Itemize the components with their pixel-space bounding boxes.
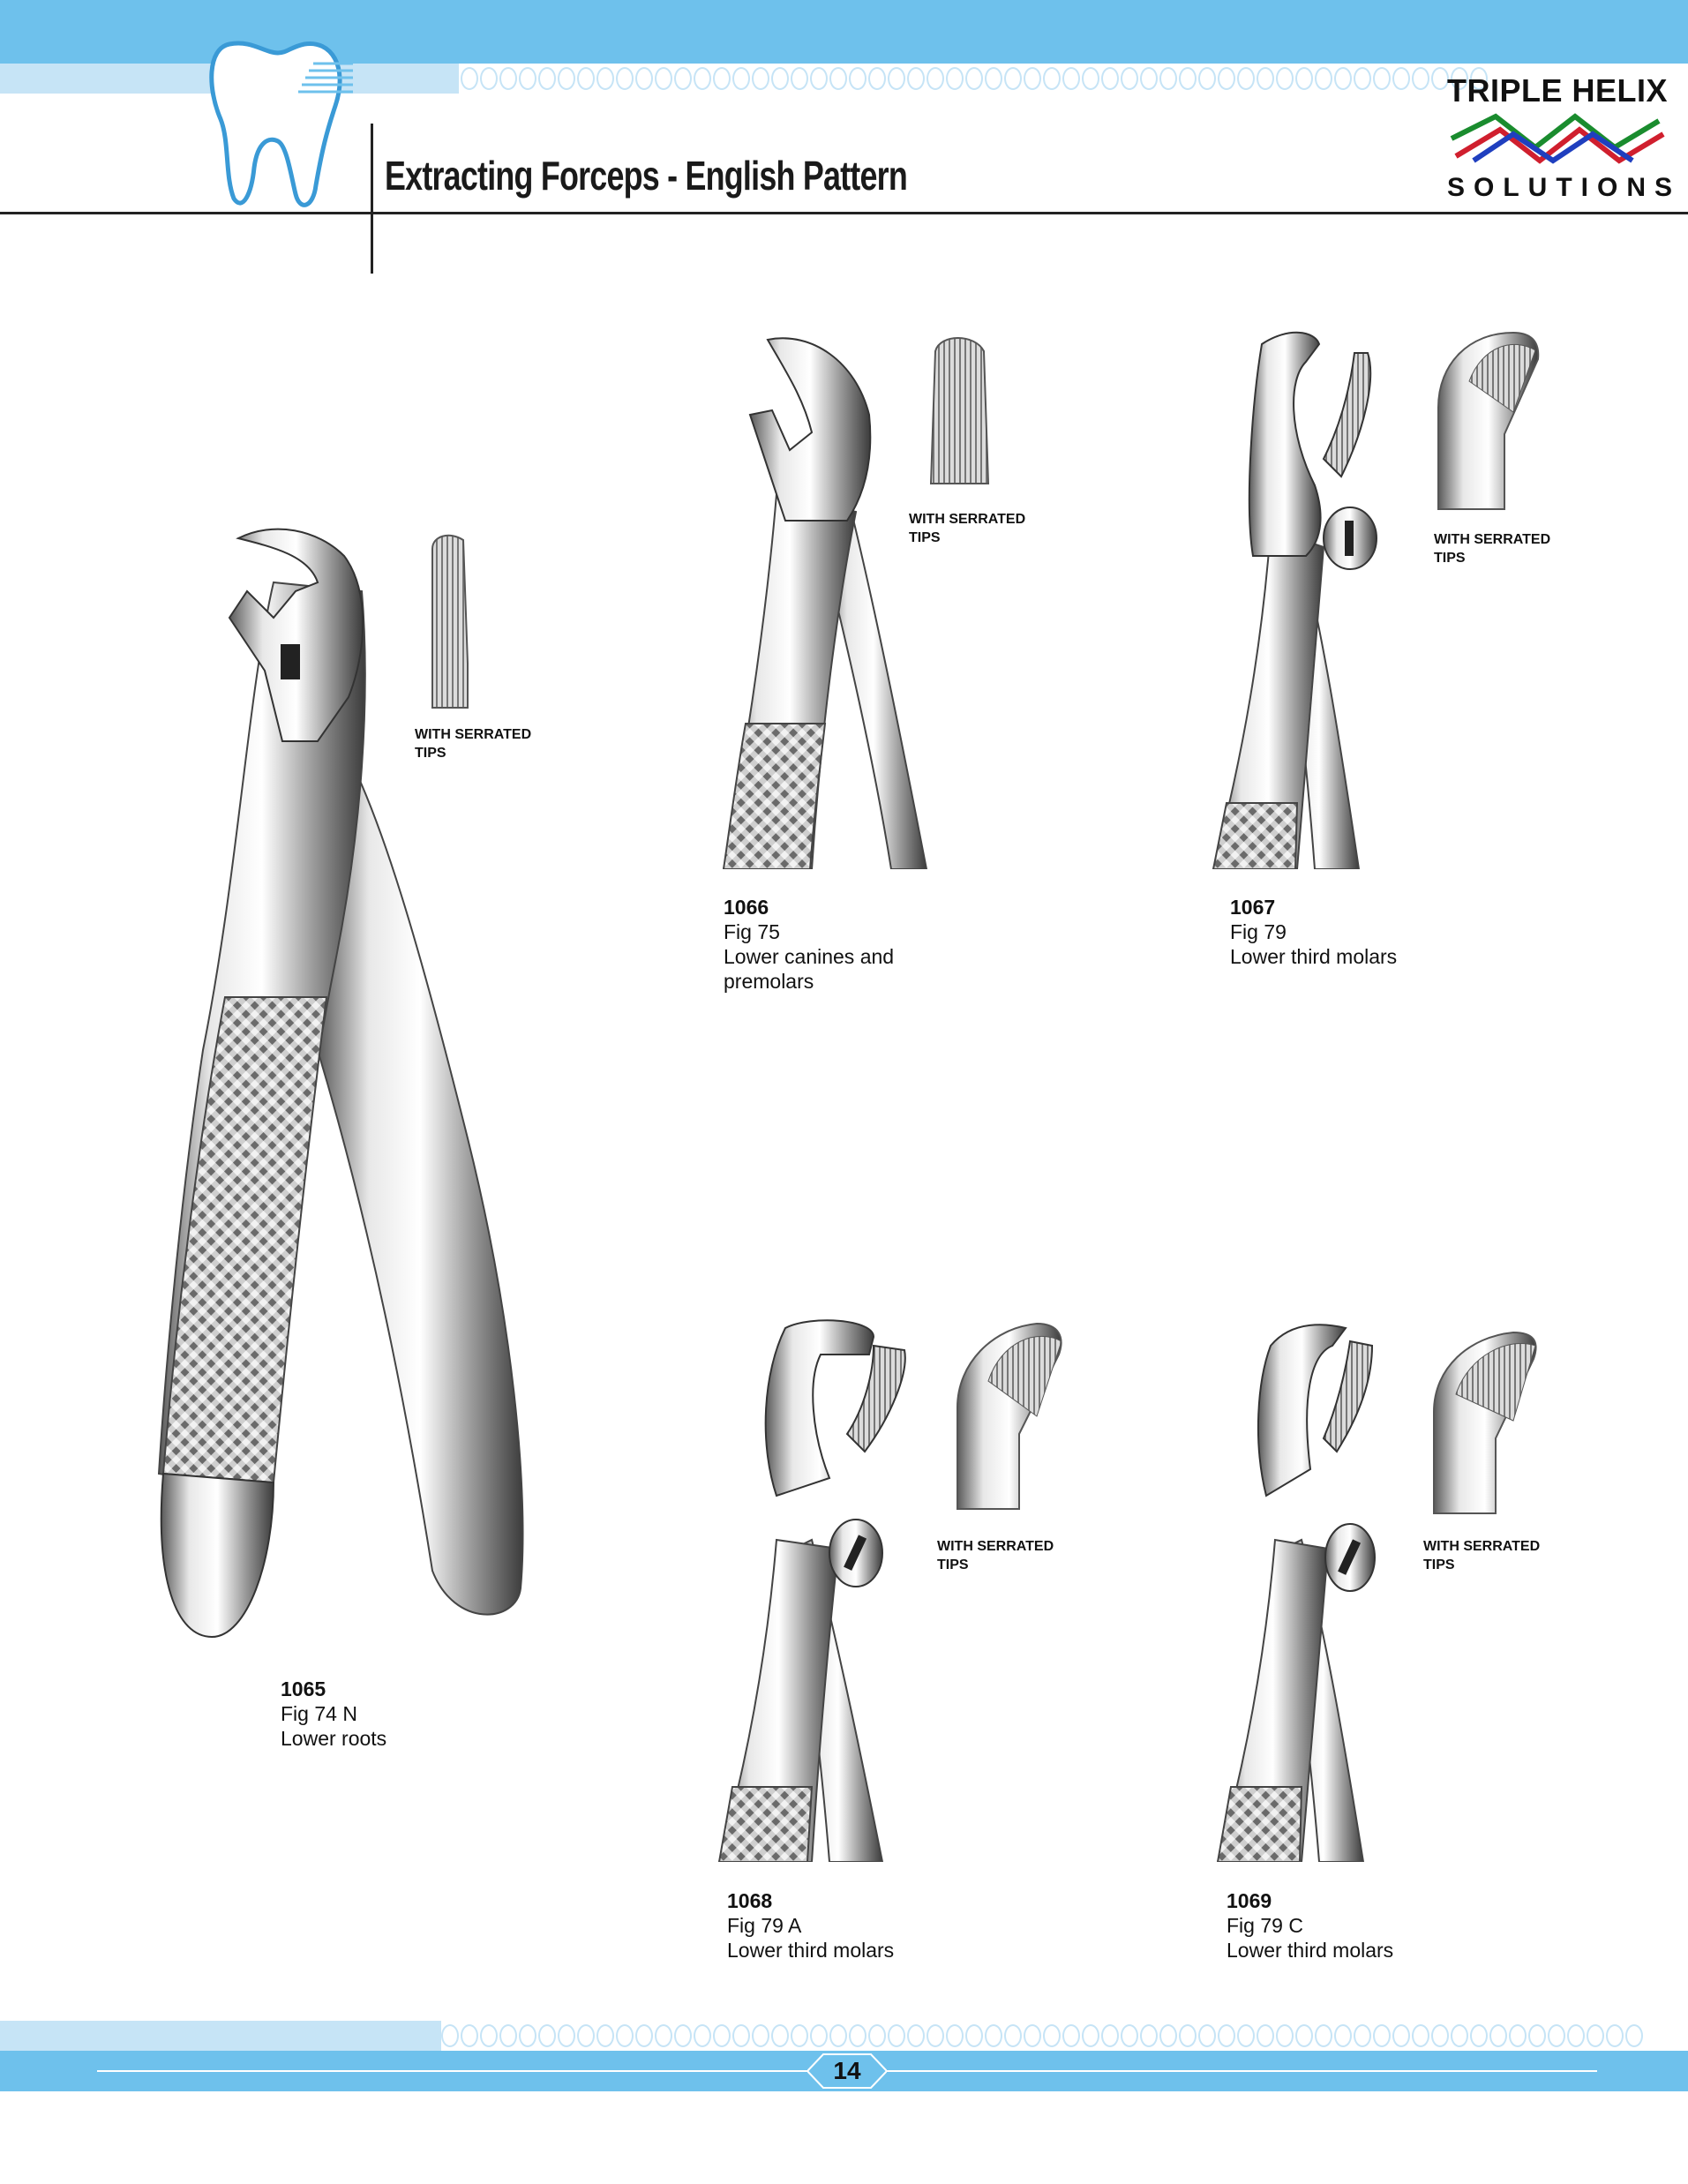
tip-note-line: TIPS [1434,551,1466,566]
footer-ring-pattern [441,2024,1643,2047]
tip-1067-image [1434,328,1549,514]
tip-note-line: TIPS [937,1557,969,1572]
title-divider [371,124,373,274]
tip-note-line: WITH SERRATED [415,727,532,742]
tip-note-1065 [415,725,531,762]
tooth-icon [203,35,353,212]
header-ring-pattern [441,67,1488,90]
caption-1067 [1230,895,1397,969]
tip-1066-image [922,334,1006,488]
tip-note-1067 [1434,530,1550,567]
tip-note-line: TIPS [415,746,446,761]
caption-1069 [1227,1888,1393,1963]
forceps-1067-image [1209,326,1421,869]
tip-note-line: WITH SERRATED [1434,532,1551,547]
product-code: 1069 [1227,1889,1272,1912]
caption-1068 [727,1888,894,1963]
product-description: Lower third molars [727,1939,895,1962]
tip-note-line: WITH SERRATED [937,1539,1054,1554]
caption-1066 [724,895,894,994]
tip-note-line: TIPS [909,530,941,545]
caption-1065 [281,1677,386,1751]
brand-tagline: SOLUTIONS [1447,173,1682,202]
product-fig: Fig 79 A [727,1914,802,1937]
tip-1065-image [415,531,485,712]
page-number: 14 [833,2057,861,2084]
product-fig: Fig 74 N [281,1702,357,1725]
product-code: 1066 [724,896,769,919]
tip-1069-image [1429,1324,1544,1518]
forceps-1069-image [1213,1319,1425,1862]
brand-name: TRIPLE HELIX [1447,72,1669,109]
product-fig: Fig 75 [724,920,780,943]
tip-1068-image [949,1319,1072,1513]
product-fig: Fig 79 C [1227,1914,1303,1937]
product-fig: Fig 79 [1230,920,1287,943]
tip-note-line: TIPS [1423,1557,1455,1572]
product-description: premolars [724,970,814,993]
product-description: Lower canines and [724,945,895,968]
helix-logo-icon [1447,108,1668,169]
forceps-1068-image [715,1319,944,1862]
product-code: 1065 [281,1677,326,1700]
tip-note-1066 [909,510,1025,547]
forceps-1066-image [715,335,953,869]
forceps-1065-image [141,521,547,1650]
header-divider [0,212,1688,214]
product-description: Lower third molars [1230,945,1398,968]
tip-note-line: WITH SERRATED [1423,1539,1541,1554]
tip-note-line: WITH SERRATED [909,512,1026,527]
product-description: Lower third molars [1227,1939,1394,1962]
tip-note-1069 [1423,1537,1540,1574]
product-description: Lower roots [281,1727,387,1750]
tip-note-1068 [937,1537,1054,1574]
product-code: 1067 [1230,896,1276,919]
page-title: Extracting Forceps - English Pattern [385,153,907,199]
product-code: 1068 [727,1889,773,1912]
